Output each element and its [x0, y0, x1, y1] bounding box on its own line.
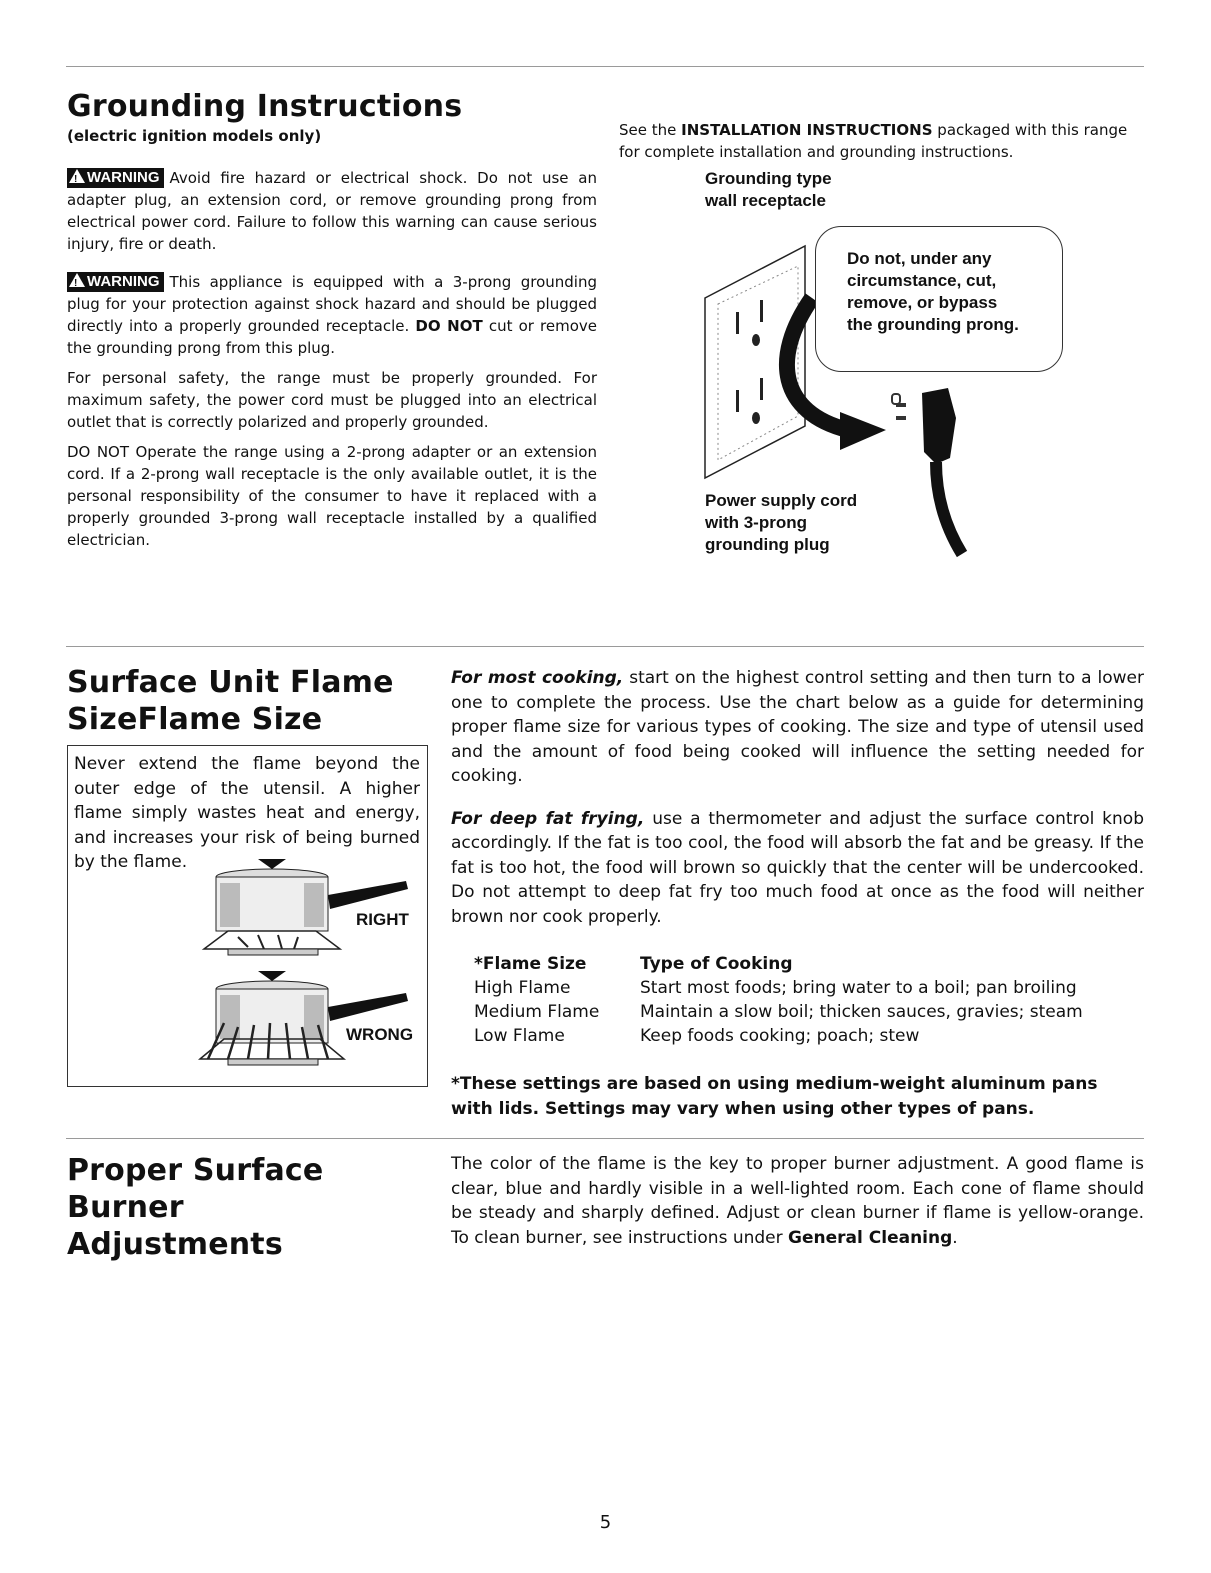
- cord-label: Power supply cord with 3-prong grounding plug: [705, 491, 858, 554]
- section-rule-2: [66, 1138, 1144, 1139]
- most-cooking-paragraph: For most cooking, start on the highest control setting and then turn to a lower one to complete the process. Use the chart below as a guide for determining proper flame size for various types of cooking. The size and type of utensil used and the amount of food being cooked will influence the setting needed for cooking.: [451, 668, 1144, 786]
- warning-1: !WARNING Avoid fire hazard or electrical shock. Do not use an adapter plug, an extension cord, or remove grounding prong from electrical power cord. Failure to follow this warning can cause serious injury, fire or death.: [67, 167, 597, 255]
- table-row: Low Flame Keep foods cooking; poach; stew: [474, 1026, 920, 1046]
- flame-size-table: [474, 952, 1144, 1048]
- label-right: RIGHT: [356, 910, 409, 929]
- table-header-row: *Flame Size Type of Cooking: [474, 954, 793, 974]
- warning-badge: !WARNING: [67, 168, 164, 188]
- see-instructions: See the INSTALLATION INSTRUCTIONS packaged with this range for complete installation and grounding instructions.: [619, 121, 1128, 161]
- adapter-paragraph: DO NOT Operate the range using a 2-prong adapter or an extension cord. If a 2-prong wall receptacle is the only available outlet, it is the personal responsibility of the consumer to have it replaced with a properly grounded 3-prong wall receptacle installed by a qualified electrician.: [67, 443, 597, 549]
- flame-box-text: Never extend the flame beyond the outer edge of the utensil. A higher flame simply wastes heat and energy, and increases your risk of being burned by the flame.: [74, 754, 420, 872]
- right-pan-icon: [204, 859, 408, 955]
- flame-footnote: *These settings are based on using medium-weight aluminum pans with lids. Settings may vary when using other types of pans.: [451, 1074, 1098, 1119]
- grounding-section: [67, 88, 597, 559]
- table-row: Medium Flame Maintain a slow boil; thicken sauces, gravies; steam: [474, 1002, 1083, 1022]
- grounding-subtitle: (electric ignition models only): [67, 127, 322, 145]
- plug-icon: [892, 388, 962, 554]
- safety-paragraph: For personal safety, the range must be properly grounded. For maximum safety, the power cord must be plugged into an electrical outlet that is correctly polarized and properly grounded.: [67, 369, 597, 431]
- warning-2: !WARNING This appliance is equipped with a 3-prong grounding plug for your protection against shock hazard and should be plugged directly into a properly grounded receptacle. DO NOT cut or remove the grounding prong from this plug.: [67, 271, 597, 359]
- warning-triangle-icon: [69, 273, 85, 287]
- burner-heading: [67, 1152, 447, 1263]
- section-rule-1: [66, 646, 1144, 647]
- label-wrong: WRONG: [346, 1025, 414, 1044]
- receptacle-label: Grounding type wall receptacle: [705, 169, 832, 210]
- deep-fat-paragraph: For deep fat frying, use a thermometer and adjust the surface control knob accordingly. If the fat is too cool, the food will absorb the fat and be greasy. If the fat is too hot, the food will brown so quickly that the center will be undercooked. Do not attempt to deep fat fry too much food at once as the food will neither brown nor cook properly.: [451, 808, 1144, 927]
- grounding-title: Grounding Instructions: [67, 89, 463, 124]
- burner-title-line-1: Proper Surface Burner: [67, 1153, 324, 1225]
- table-row: High Flame Start most foods; bring water to a boil; pan broiling: [474, 978, 1077, 998]
- wrong-pan-icon: [200, 971, 408, 1065]
- flame-title-line-1: Surface Unit Flame: [67, 665, 394, 700]
- warning-badge: !WARNING: [67, 272, 164, 292]
- top-rule: [66, 66, 1144, 67]
- warning-triangle-icon: [69, 169, 85, 183]
- callout-text: Do not, under any circumstance, cut, remove, or bypass the grounding prong.: [847, 249, 1019, 334]
- flame-body: [451, 666, 1144, 947]
- flame-title-line-2: SizeFlame Size: [67, 702, 323, 737]
- page-number: 5: [599, 1512, 612, 1533]
- burner-paragraph: The color of the flame is the key to proper burner adjustment. A good flame is clear, blue and hardly visible in a well-lighted room. Each cone of flame should be steady and sharply defined. Adjust or clean burner if flame is yellow-orange. To clean burner, see instructions under General Cleaning.: [451, 1154, 1144, 1248]
- flame-heading: [67, 664, 427, 738]
- burner-title-line-2: Adjustments: [67, 1227, 283, 1262]
